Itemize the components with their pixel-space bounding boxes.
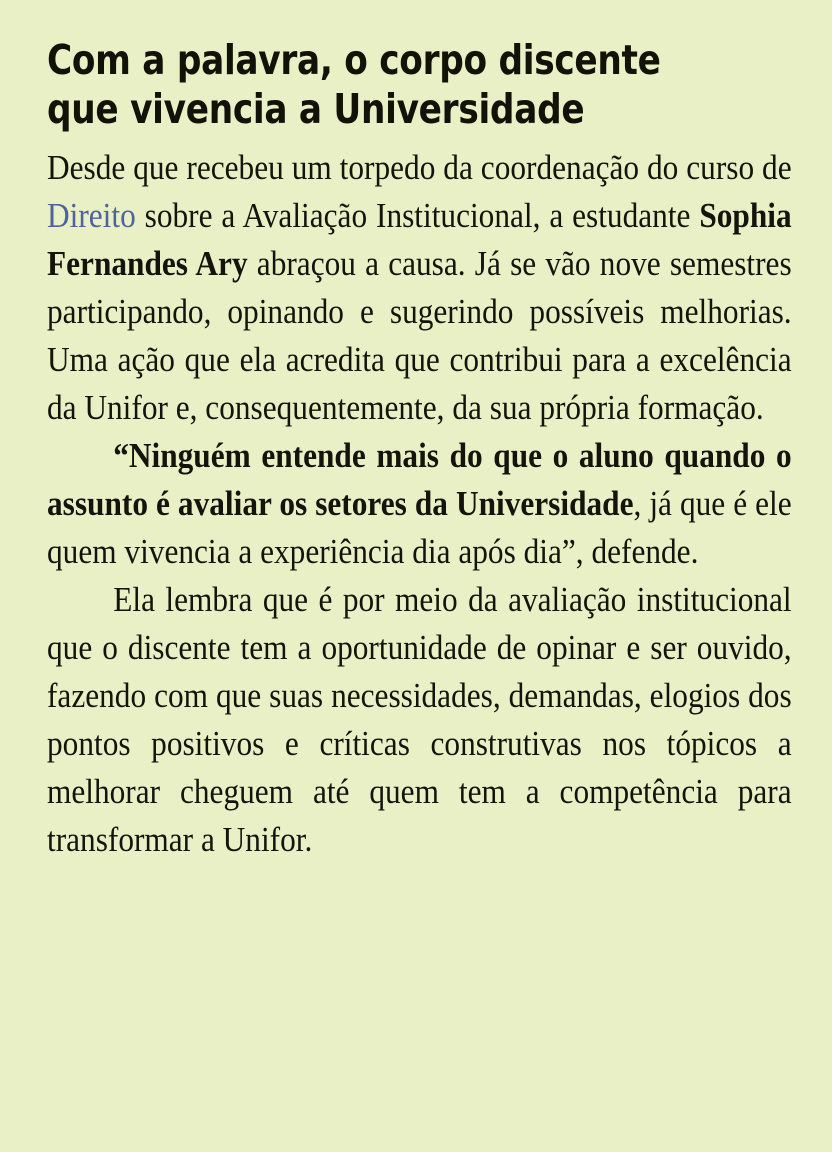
paragraph-1-run-3: sobre a Avaliação Institucional, a estudante <box>135 196 700 235</box>
article-body <box>47 144 790 864</box>
paragraph-1-run-5: abraçou a causa. Já se vão nove semestres participando, opinando e sugerindo possíveis melhorias. Uma ação que ela acredita que contribui para a excelência da Unifor e, consequentemente, da sua própria formação. <box>47 244 792 427</box>
paragraph-3 <box>47 576 792 864</box>
pull-quote-bold: “Ninguém entende mais do que o aluno quando o assunto é avaliar os setores da Universidade <box>47 436 792 523</box>
paragraph-2-quote <box>47 432 792 576</box>
paragraph-3-run-1: Ela lembra que é por meio da avaliação institucional que o discente tem a oportunidade de opinar e ser ouvido, fazendo com que suas necessidades, demandas, elogios dos pontos positivos e críticas construtivas nos tópicos a melhorar cheguem até quem tem a competência para transformar a Unifor. <box>47 580 792 859</box>
paragraph-1-run-1: Desde que recebeu um torpedo da coordenação do curso de <box>47 148 792 187</box>
paragraph-1 <box>47 144 792 432</box>
student-name: Sophia Fernandes Ary <box>47 196 792 283</box>
course-link-direito[interactable]: Direito <box>47 196 136 235</box>
pull-quote-tail: , já que é ele quem vivencia a experiência dia após dia”, defende. <box>47 484 792 571</box>
page-title: Com a palavra, o corpo discente que vivencia a Universidade <box>47 36 661 133</box>
